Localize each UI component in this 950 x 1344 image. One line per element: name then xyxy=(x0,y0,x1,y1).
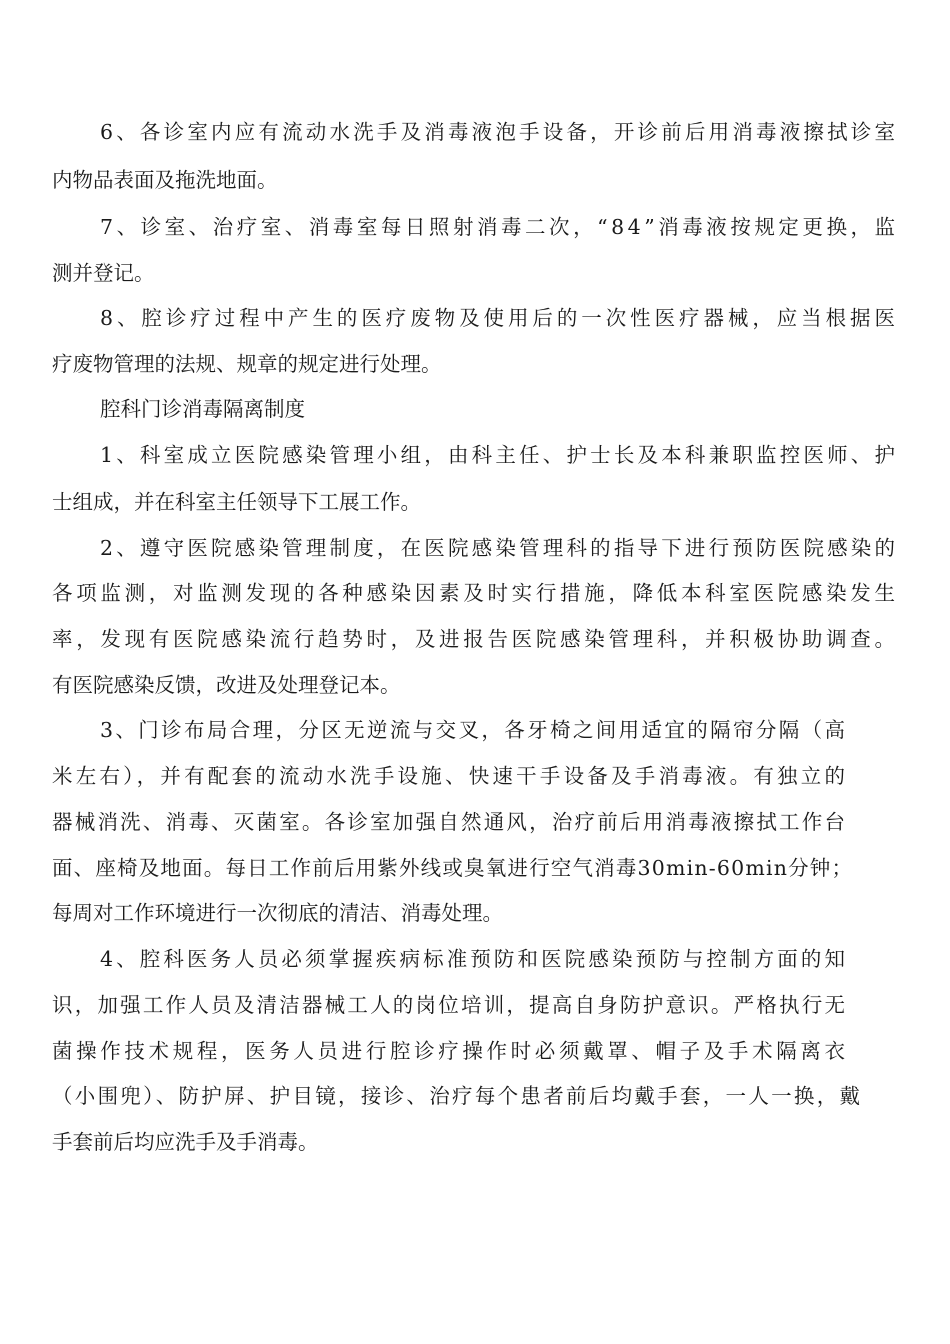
text-line: （小围兜）、防护屏、护目镜，接诊、治疗每个患者前后均戴手套，一人一换，戴 xyxy=(52,1084,863,1108)
text-line: 4、腔科医务人员必须掌握疾病标准预防和医院感染预防与控制方面的知 xyxy=(100,947,849,971)
text-line: 率，发现有医院感染流行趋势时，及进报告医院感染管理科，并积极协助调查。 xyxy=(52,627,899,651)
text-line: 士组成，并在科室主任领导下工展工作。 xyxy=(52,490,421,514)
text-line: 7、诊室、治疗室、消毒室每日照射消毒二次，“84”消毒液按规定更换，监 xyxy=(100,215,899,239)
text-line: 内物品表面及拖洗地面。 xyxy=(52,168,278,192)
text-line: 菌操作技术规程，医务人员进行腔诊疗操作时必须戴罩、帽子及手术隔离衣 xyxy=(52,1039,849,1063)
text-line: 面、座椅及地面。每日工作前后用紫外线或臭氧进行空气消毒30min-60min分钟； xyxy=(52,856,854,880)
text-line: 测并登记。 xyxy=(52,261,155,285)
text-line: 手套前后均应洗手及手消毒。 xyxy=(52,1130,319,1154)
text-line: 疗废物管理的法规、规章的规定进行处理。 xyxy=(52,352,442,376)
text-line: 器械消洗、消毒、灭菌室。各诊室加强自然通风，治疗前后用消毒液擦拭工作台 xyxy=(52,810,848,834)
text-line: 米左右），并有配套的流动水洗手设施、快速干手设备及手消毒液。有独立的 xyxy=(52,764,849,788)
text-line: 8、腔诊疗过程中产生的医疗废物及使用后的一次性医疗器械，应当根据医 xyxy=(100,306,899,330)
section-title: 腔科门诊消毒隔离制度 xyxy=(100,397,305,421)
text-line: 有医院感染反馈，改进及处理登记本。 xyxy=(52,673,401,697)
text-line: 6、各诊室内应有流动水洗手及消毒液泡手设备，开诊前后用消毒液擦拭诊室 xyxy=(100,120,899,144)
text-line: 2、遵守医院感染管理制度，在医院感染管理科的指导下进行预防医院感染的 xyxy=(100,536,899,560)
text-line: 每周对工作环境进行一次彻底的清洁、消毒处理。 xyxy=(52,901,503,925)
text-line: 3、门诊布局合理，分区无逆流与交叉，各牙椅之间用适宜的隔帘分隔（高 xyxy=(100,718,848,742)
text-line: 1、科室成立医院感染管理小组，由科主任、护士长及本科兼职监控医师、护 xyxy=(100,443,899,467)
text-line: 各项监测，对监测发现的各种感染因素及时实行措施，降低本科室医院感染发生 xyxy=(52,581,899,605)
text-line: 识，加强工作人员及清洁器械工人的岗位培训，提高自身防护意识。严格执行无 xyxy=(52,993,848,1017)
